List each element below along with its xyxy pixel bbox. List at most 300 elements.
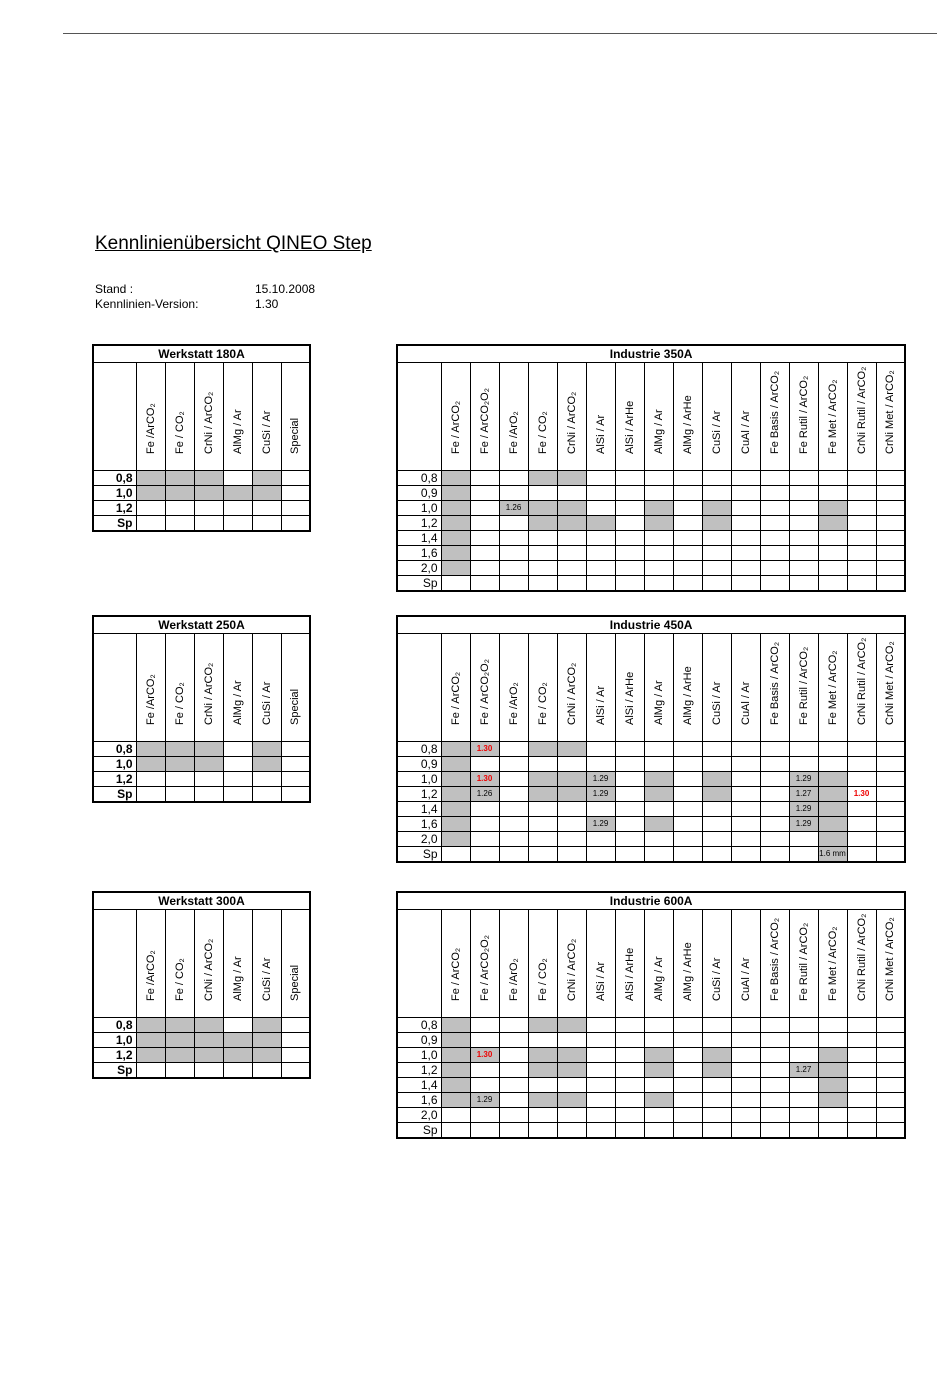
table-row [93, 500, 310, 515]
table-cell [615, 500, 644, 515]
row-label: 1,0 [93, 485, 136, 500]
column-header-label: CrNi / ArCO₂ [202, 938, 215, 1001]
table-cell [847, 1062, 876, 1077]
table-cell [644, 1107, 673, 1122]
table-cell [876, 816, 905, 831]
table-cell [470, 500, 499, 515]
table-cell [528, 741, 557, 756]
table-cell [136, 771, 165, 786]
column-header [644, 362, 673, 470]
column-header [760, 633, 789, 741]
column-header [876, 633, 905, 741]
table-cell [441, 560, 470, 575]
table-cell [818, 485, 847, 500]
table-cell [441, 530, 470, 545]
stand-value: 15.10.2008 [255, 282, 316, 296]
table-cell [194, 470, 223, 485]
table-cell [644, 1092, 673, 1107]
table-cell [644, 831, 673, 846]
row-label: Sp [93, 786, 136, 802]
table-cell [615, 1047, 644, 1062]
column-header-label: Fe Rutil / ArCO₂ [797, 375, 810, 454]
table-cell: 1.30 [470, 1047, 499, 1062]
table-cell [194, 1047, 223, 1062]
row-label: 0,8 [93, 741, 136, 756]
column-header-label: CuSi / Ar [710, 957, 723, 1001]
column-header-label: Fe / CO₂ [536, 681, 549, 725]
table-cell [252, 470, 281, 485]
table-cell [760, 545, 789, 560]
column-header [847, 362, 876, 470]
table-cell [702, 786, 731, 801]
table-cell [528, 1032, 557, 1047]
table-cell [252, 771, 281, 786]
table-cell [441, 1062, 470, 1077]
column-header-label: Fe Rutil / ArCO₂ [797, 922, 810, 1001]
table-cell [136, 756, 165, 771]
table-cell [847, 1107, 876, 1122]
table-cell [847, 575, 876, 591]
column-header [818, 633, 847, 741]
table-cell [557, 500, 586, 515]
column-header [673, 909, 702, 1017]
row-label: 0,8 [397, 741, 441, 756]
table-cell [760, 801, 789, 816]
table-cell [731, 470, 760, 485]
column-header-label: CuSi / Ar [260, 410, 273, 454]
table-cell [441, 575, 470, 591]
column-header-label: Fe / ArCO₂O₂ [478, 934, 491, 1001]
header-rule [63, 33, 937, 34]
column-header [731, 362, 760, 470]
table-cell [876, 846, 905, 862]
table-cell [876, 560, 905, 575]
table-row [397, 470, 905, 485]
table-cell [673, 575, 702, 591]
table-cell [528, 545, 557, 560]
table-cell [789, 1122, 818, 1138]
table-cell [818, 1032, 847, 1047]
row-label: 1,2 [397, 515, 441, 530]
version-value: 1.30 [255, 297, 279, 311]
column-header [789, 909, 818, 1017]
table-cell [760, 756, 789, 771]
column-header-label: AlSi / Ar [594, 961, 607, 1001]
table-cell [441, 846, 470, 862]
table-cell [789, 470, 818, 485]
column-header-label: Fe Met / ArCO₂ [826, 649, 839, 725]
table-cell [876, 1047, 905, 1062]
table-cell [499, 515, 528, 530]
table-cell [586, 756, 615, 771]
table-cell [760, 846, 789, 862]
table-cell [731, 560, 760, 575]
table-cell [586, 515, 615, 530]
table-cell [760, 831, 789, 846]
column-header-label: Fe /ArO₂ [507, 681, 520, 725]
table-row [397, 530, 905, 545]
table-row [93, 756, 310, 771]
table-cell [731, 1017, 760, 1032]
table-cell [644, 801, 673, 816]
table-row [397, 741, 905, 756]
table-cell [731, 575, 760, 591]
table-cell: 1.29 [586, 771, 615, 786]
table-row [397, 1017, 905, 1032]
column-header [252, 362, 281, 470]
table-cell [731, 1032, 760, 1047]
table-cell [731, 1122, 760, 1138]
table-cell [281, 500, 310, 515]
column-header [136, 909, 165, 1017]
table-cell [876, 545, 905, 560]
table-cell [731, 530, 760, 545]
table-cell [586, 1062, 615, 1077]
column-header [586, 362, 615, 470]
row-label: 1,0 [397, 500, 441, 515]
table-cell [818, 831, 847, 846]
table-cell [499, 1062, 528, 1077]
table-cell [702, 816, 731, 831]
column-header-label: AlSi / ArHe [623, 671, 636, 725]
table-cell: 1.29 [586, 816, 615, 831]
table-cell [818, 500, 847, 515]
table-cell [615, 485, 644, 500]
row-label: 0,9 [397, 756, 441, 771]
column-header-label: Fe / ArCO₂O₂ [478, 387, 491, 454]
table-cell [441, 1122, 470, 1138]
row-label: Sp [397, 846, 441, 862]
table-cell [252, 741, 281, 756]
table-cell [847, 1017, 876, 1032]
table-row [93, 1032, 310, 1047]
table-cell [731, 801, 760, 816]
column-header-label: Special [289, 964, 302, 1001]
table-cell [789, 1092, 818, 1107]
table-cell [586, 1092, 615, 1107]
column-header-label: Fe Met / ArCO₂ [826, 925, 839, 1001]
table-cell [470, 545, 499, 560]
header-corner [93, 909, 136, 1017]
table-cell [165, 1032, 194, 1047]
table-row [93, 1047, 310, 1062]
table-cell [673, 741, 702, 756]
table-cell [731, 1062, 760, 1077]
table-cell [644, 575, 673, 591]
table-cell [470, 485, 499, 500]
page-title: Kennlinienübersicht QINEO Step [95, 233, 372, 254]
table-cell [223, 470, 252, 485]
table-cell [673, 1062, 702, 1077]
table-cell [789, 515, 818, 530]
table-cell [281, 1047, 310, 1062]
table-cell [441, 1032, 470, 1047]
table-row [397, 801, 905, 816]
row-label: 1,4 [397, 1077, 441, 1092]
table-cell [760, 1017, 789, 1032]
table-cell [847, 1047, 876, 1062]
table-cell [586, 801, 615, 816]
table-cell [557, 756, 586, 771]
table-row [397, 1047, 905, 1062]
table-cell [615, 1017, 644, 1032]
row-label: 2,0 [397, 1107, 441, 1122]
table-cell [818, 771, 847, 786]
table-cell [586, 741, 615, 756]
column-header [876, 909, 905, 1017]
table-cell [557, 515, 586, 530]
table-cell [223, 1062, 252, 1078]
column-header [586, 909, 615, 1017]
column-header [528, 909, 557, 1017]
table-cell [673, 1107, 702, 1122]
table-cell [528, 1092, 557, 1107]
table-cell [441, 1047, 470, 1062]
table-cell [702, 500, 731, 515]
table-cell [470, 816, 499, 831]
table-cell [528, 786, 557, 801]
table-cell [702, 1107, 731, 1122]
table-cell [499, 1092, 528, 1107]
table-cell [731, 485, 760, 500]
table-cell [499, 1017, 528, 1032]
table-cell [281, 741, 310, 756]
table-cell [731, 1107, 760, 1122]
table-cell [223, 1032, 252, 1047]
table-cell [194, 500, 223, 515]
column-header-label: Fe /ArO₂ [507, 410, 520, 454]
column-header-label: Fe / CO₂ [536, 410, 549, 454]
table-cell [760, 741, 789, 756]
table-row [397, 1092, 905, 1107]
table-cell [876, 575, 905, 591]
table-cell [673, 1032, 702, 1047]
table-cell [644, 515, 673, 530]
column-header [165, 362, 194, 470]
table-cell [876, 500, 905, 515]
table-cell [528, 530, 557, 545]
table-cell [136, 1062, 165, 1078]
column-header [557, 362, 586, 470]
table-cell [557, 741, 586, 756]
table-cell [223, 786, 252, 802]
table-cell [673, 771, 702, 786]
table-cell [557, 801, 586, 816]
table-cell [702, 846, 731, 862]
table-cell [499, 786, 528, 801]
table-cell [441, 756, 470, 771]
table-cell [789, 1032, 818, 1047]
table-cell [731, 786, 760, 801]
table-cell [136, 786, 165, 802]
table-cell [586, 470, 615, 485]
table-cell [818, 515, 847, 530]
table-cell [731, 1077, 760, 1092]
table-cell [847, 500, 876, 515]
table-cell [194, 786, 223, 802]
characteristic-table [92, 344, 311, 532]
table-title: Industrie 450A [397, 616, 905, 633]
table-cell [818, 1077, 847, 1092]
table-cell [876, 470, 905, 485]
table-cell [876, 515, 905, 530]
table-cell [876, 1092, 905, 1107]
table-cell [499, 1032, 528, 1047]
table-cell [847, 741, 876, 756]
column-header [818, 362, 847, 470]
table-cell [615, 846, 644, 862]
table-cell [702, 515, 731, 530]
table-cell [702, 771, 731, 786]
column-header-label: CrNi Met / ArCO₂ [884, 640, 897, 725]
column-header [876, 362, 905, 470]
column-header-label: AlMg / Ar [652, 955, 665, 1001]
column-header-label: AlMg / ArHe [681, 665, 694, 725]
table-cell: 1.29 [586, 786, 615, 801]
table-cell [702, 1032, 731, 1047]
column-header [499, 909, 528, 1017]
table-cell [557, 831, 586, 846]
table-cell [281, 470, 310, 485]
table-cell [165, 485, 194, 500]
table-cell [194, 515, 223, 531]
table-cell [818, 741, 847, 756]
table-cell [586, 485, 615, 500]
table-cell: 1.6 mm [818, 846, 847, 862]
table-cell [441, 1017, 470, 1032]
table-cell [470, 515, 499, 530]
row-label: Sp [93, 1062, 136, 1078]
table-cell [789, 846, 818, 862]
column-header-label: AlMg / Ar [231, 679, 244, 725]
table-cell [644, 1062, 673, 1077]
table-cell [252, 485, 281, 500]
column-header-label: Fe /ArCO₂ [144, 949, 157, 1001]
table-cell [586, 575, 615, 591]
table-cell [673, 1077, 702, 1092]
table-cell [760, 1107, 789, 1122]
table-row [397, 831, 905, 846]
table-cell [702, 1092, 731, 1107]
table-cell [281, 1032, 310, 1047]
table-cell [470, 831, 499, 846]
table-cell [847, 470, 876, 485]
column-header-label: AlMg / ArHe [681, 394, 694, 454]
column-header-label: AlSi / ArHe [623, 400, 636, 454]
table-cell [557, 771, 586, 786]
column-header-label: Fe /ArCO₂ [144, 673, 157, 725]
column-header-label: CrNi / ArCO₂ [202, 391, 215, 454]
table-cell: 1.30 [470, 771, 499, 786]
table-cell [136, 741, 165, 756]
table-row [397, 575, 905, 591]
table-cell [281, 485, 310, 500]
table-cell: 1.30 [470, 741, 499, 756]
table-cell [644, 560, 673, 575]
table-cell [165, 756, 194, 771]
column-header [441, 633, 470, 741]
table-cell [760, 1032, 789, 1047]
row-label: Sp [93, 515, 136, 531]
table-title: Werkstatt 180A [93, 345, 310, 362]
table-cell [441, 1107, 470, 1122]
table-cell [615, 575, 644, 591]
table-cell [702, 801, 731, 816]
table-cell [441, 1077, 470, 1092]
column-header [499, 362, 528, 470]
column-header [702, 909, 731, 1017]
table-cell [876, 1122, 905, 1138]
row-label: 1,0 [397, 771, 441, 786]
table-cell [557, 1107, 586, 1122]
table-cell [557, 1047, 586, 1062]
column-header [470, 362, 499, 470]
table-cell [586, 831, 615, 846]
column-header [281, 909, 310, 1017]
table-cell [615, 1107, 644, 1122]
table-cell [586, 560, 615, 575]
table-cell [760, 771, 789, 786]
table-cell [673, 1092, 702, 1107]
table-cell [644, 485, 673, 500]
table-cell [644, 530, 673, 545]
table-cell [528, 500, 557, 515]
table-cell [760, 500, 789, 515]
table-cell [644, 816, 673, 831]
table-cell [876, 485, 905, 500]
table-cell [702, 1062, 731, 1077]
table-cell [470, 530, 499, 545]
table-cell [586, 1032, 615, 1047]
table-cell [194, 1062, 223, 1078]
column-header-label: CrNi / ArCO₂ [565, 391, 578, 454]
table-cell [615, 786, 644, 801]
table-cell [252, 756, 281, 771]
table-title: Werkstatt 300A [93, 892, 310, 909]
table-cell [789, 1017, 818, 1032]
table-cell [818, 545, 847, 560]
table-cell [615, 1062, 644, 1077]
table-cell [252, 1062, 281, 1078]
table-cell [673, 530, 702, 545]
table-cell [557, 485, 586, 500]
column-header [673, 633, 702, 741]
column-header-label: CrNi Met / ArCO₂ [884, 916, 897, 1001]
table-cell [528, 560, 557, 575]
table-cell [760, 1122, 789, 1138]
table-cell [760, 1077, 789, 1092]
table-cell [194, 741, 223, 756]
table-cell [789, 575, 818, 591]
table-cell [615, 801, 644, 816]
row-label: 0,9 [397, 485, 441, 500]
column-header [136, 362, 165, 470]
table-cell [760, 816, 789, 831]
table-cell: 1.29 [789, 801, 818, 816]
table-cell [615, 1092, 644, 1107]
table-cell [470, 575, 499, 591]
table-row [397, 846, 905, 862]
table-cell [847, 816, 876, 831]
table-cell [470, 560, 499, 575]
table-cell [731, 1092, 760, 1107]
table-cell [441, 545, 470, 560]
table-cell [673, 470, 702, 485]
column-header [615, 909, 644, 1017]
column-header-label: CuAl / Ar [739, 681, 752, 725]
table-cell [702, 1077, 731, 1092]
table-cell [441, 831, 470, 846]
